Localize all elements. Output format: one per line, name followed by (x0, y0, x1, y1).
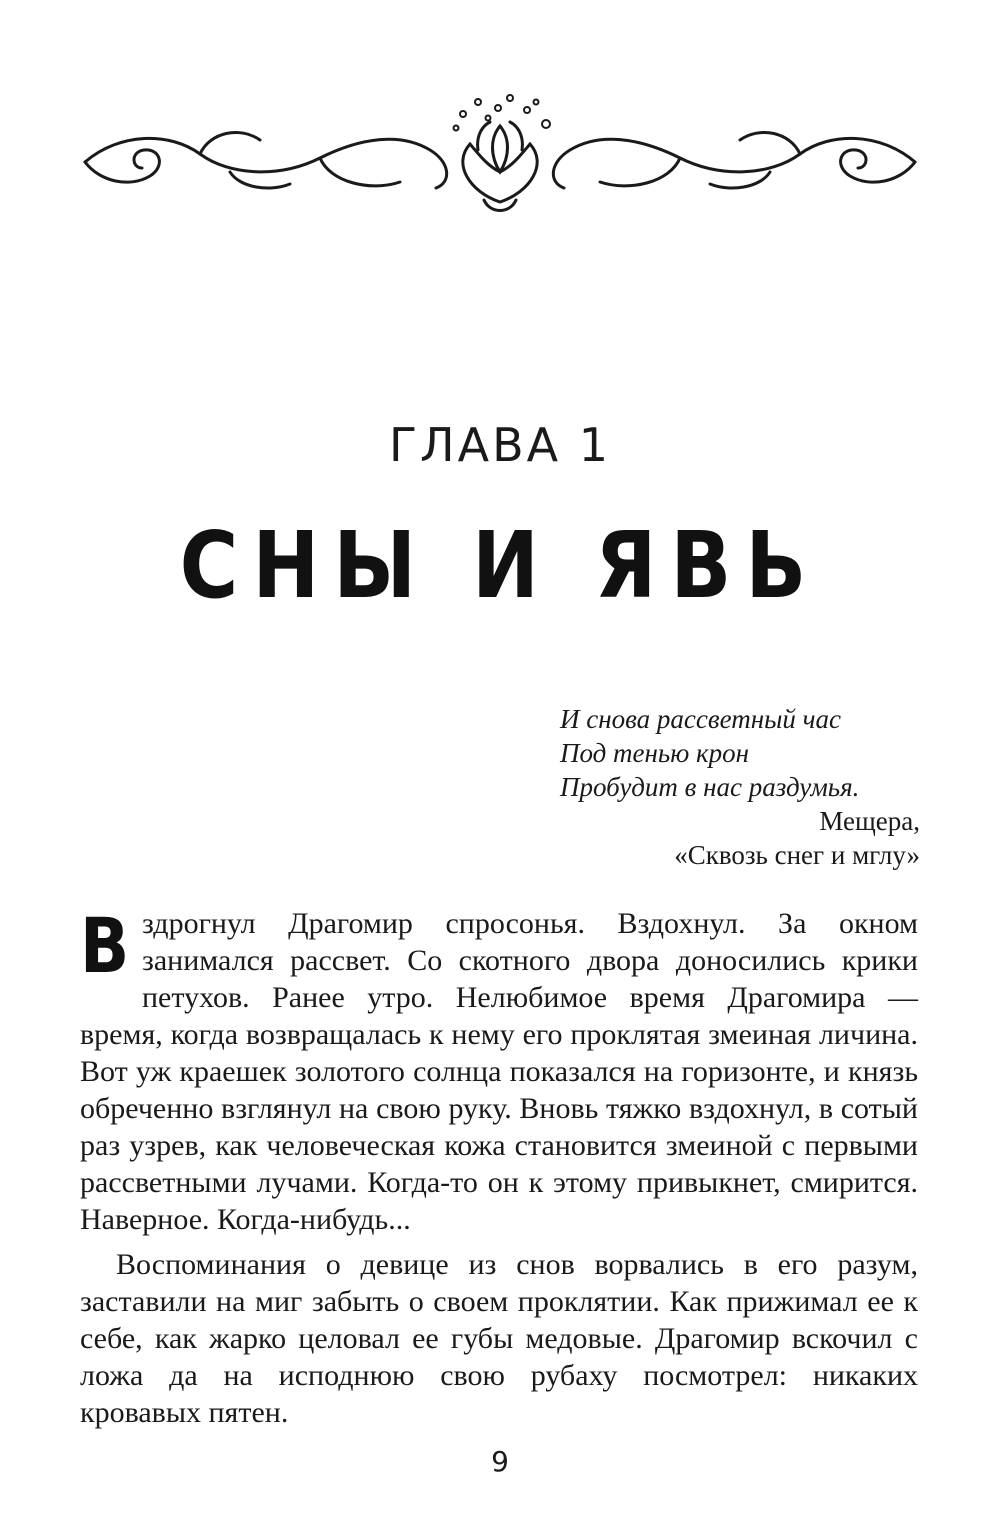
epigraph-line: Под тенью крон (560, 738, 750, 768)
chapter-body (80, 901, 918, 1431)
page-number: 9 (491, 1445, 509, 1478)
paragraph (80, 901, 918, 1238)
paragraph-text: здрогнул Драгомир спросонья. Вздохнул. За окном занимался рассвет. Со скотного двора доносились крики петухов. Ранее утро. Нелюбимое время Драгомира — время, когда возвращалась к нему его проклятая змеиная личина. Вот уж краешек золотого солнца показался на горизонте, и князь обреченно взглянул на свою руку. Вновь тяжко вздохнул, в сотый раз узрев, как человеческая кожа становится змеиной с первыми рассветными лучами. Когда-то он к этому привыкнет, смирится. Наверное. Когда-нибудь... (80, 907, 918, 1236)
epigraph-source: «Сквозь снег и мглу» (674, 840, 920, 870)
drop-cap (80, 901, 132, 990)
chapter-number: ГЛАВА 1 (388, 418, 612, 472)
drop-cap-letter: В (80, 901, 130, 990)
chapter-title: СНЫ И ЯВЬ (179, 512, 821, 619)
epigraph-line: Пробудит в нас раздумья. (560, 772, 860, 802)
epigraph (560, 702, 920, 872)
epigraph-author: Мещера, (819, 806, 920, 836)
decorative-ornament-icon (80, 92, 920, 222)
epigraph-line: И снова рассветный час (560, 704, 842, 734)
paragraph: Воспоминания о девице из снов ворвались в его разум, заставили на миг забыть о своем проклятии. Как прижимал ее к себе, как жарко целовал ее губы медовые. Драгомир вскочил с ложа да на исподнюю свою рубаху посмотрел: никаких кровавых пятен. (80, 1248, 918, 1429)
